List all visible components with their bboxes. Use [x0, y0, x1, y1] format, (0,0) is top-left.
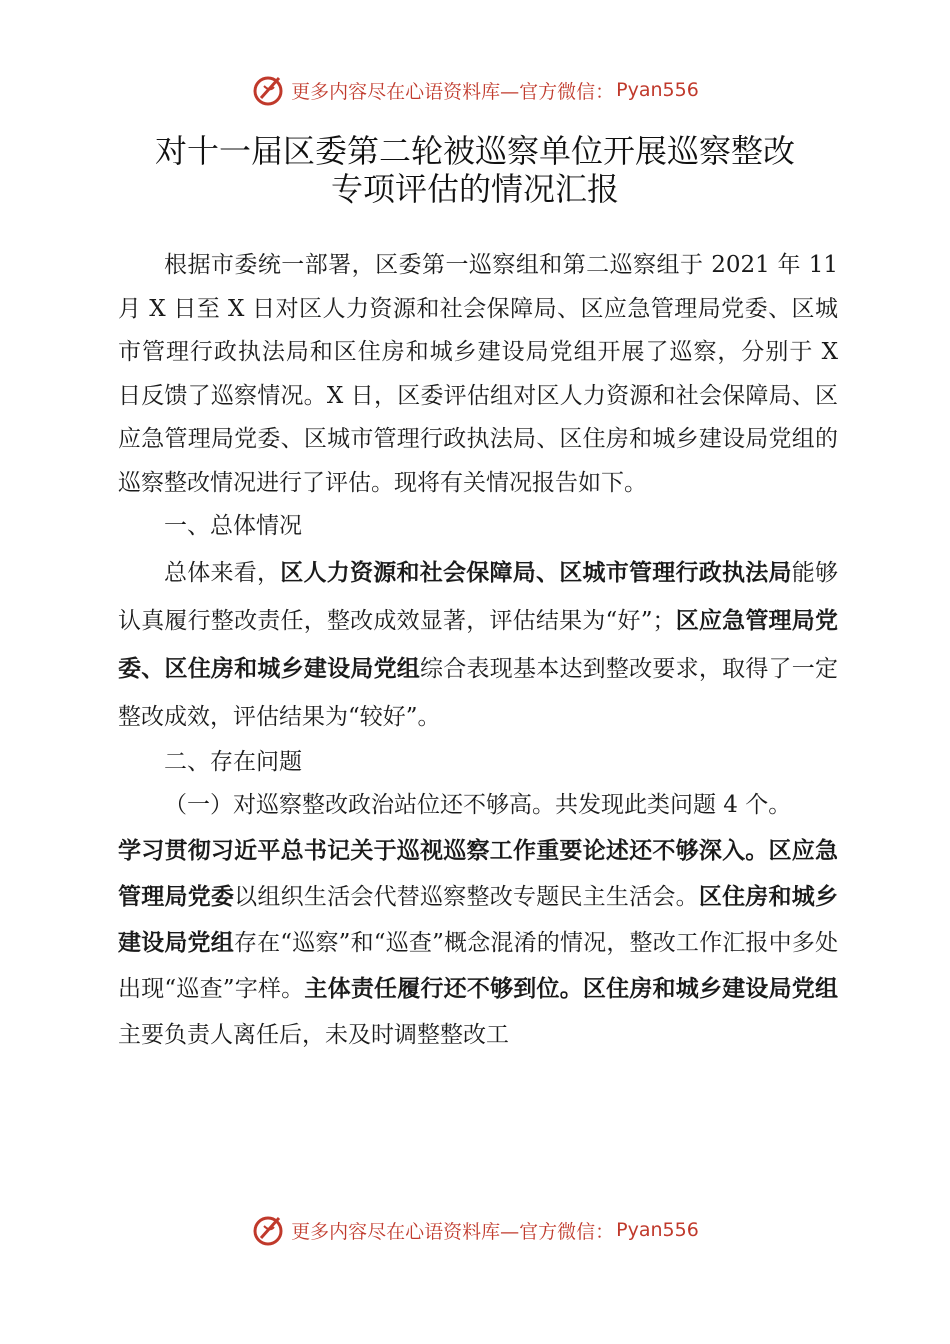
s1-text-a: 总体来看，: [164, 559, 281, 586]
document-body: [118, 244, 838, 1058]
header-banner: [0, 70, 950, 110]
section2-paragraph: [118, 828, 838, 1058]
brush-logo-icon: [251, 72, 287, 108]
s1-text-e: 综合表现基本达到整改要求，取得了一定整改成效，评估结果为“较好”。: [118, 655, 839, 730]
header-banner-text: 更多内容尽在心语资料库—官方微信：: [291, 80, 615, 103]
s2-bold-f: 主体责任履行还不够到位。: [304, 975, 583, 1002]
s2-bold-b: 区应急管理局党委: [118, 837, 839, 910]
s2-text-h: 主要负责人离任后，未及时调整整改工: [118, 1021, 509, 1048]
footer-banner: [0, 1210, 950, 1250]
header-wechat-id: Pyan556: [616, 79, 699, 101]
footer-wechat-id: Pyan556: [616, 1219, 699, 1241]
footer-banner-text: 更多内容尽在心语资料库—官方微信：: [291, 1220, 615, 1243]
title-line-1: 对十一届区委第二轮被巡察单位开展巡察整改: [154, 132, 795, 170]
page-title: [60, 132, 890, 208]
s2-text-e: 存在“巡察”和“巡查”概念混淆的情况，整改工作汇报中多处出现“巡查”字样。: [118, 929, 838, 1002]
title-line-2: 专项评估的情况汇报: [330, 170, 619, 208]
s1-bold-units-good: 区人力资源和社会保障局、区城市管理行政执法局: [280, 559, 792, 586]
intro-paragraph: 根据市委统一部署，区委第一巡察组和第二巡察组于 2021 年 11 月 X 日至 X 日对区人力资源和社会保障局、区应急管理局党委、区城市管理行政执法局和区住房和城乡建设局党组开展了巡察，分别于 X 日反馈了巡察情况。X 日，区委评估组对区人力资源和社会保障局、区应急管理局党委、区城市管理行政执法局、区住房和城乡建设局党组的巡察整改情况进行了评估。现将有关情况报告如下。: [118, 252, 838, 496]
s2-bold-g: 区住房和城乡建设局党组: [582, 975, 839, 1002]
s2-text-c: 以组织生活会代替巡察整改专题民主生活会。: [234, 883, 699, 910]
section1-heading: 一、总体情况: [164, 513, 302, 539]
section2-sub1: （一）对巡察整改政治站位还不够高。共发现此类问题 4 个。: [164, 792, 792, 818]
section1-paragraph: [118, 549, 838, 741]
brush-logo-icon: [251, 1212, 287, 1248]
s2-bold-a: 学习贯彻习近平总书记关于巡视巡察工作重要论述还不够深入。: [118, 837, 769, 864]
s1-text-c: 能够认真履行整改责任，整改成效显著，评估结果为“好”；: [118, 559, 838, 634]
s2-bold-d: 区住房和城乡建设局党组: [118, 883, 839, 956]
s1-bold-units-fair: 区应急管理局党委、区住房和城乡建设局党组: [118, 607, 838, 682]
section2-heading: 二、存在问题: [164, 748, 302, 775]
